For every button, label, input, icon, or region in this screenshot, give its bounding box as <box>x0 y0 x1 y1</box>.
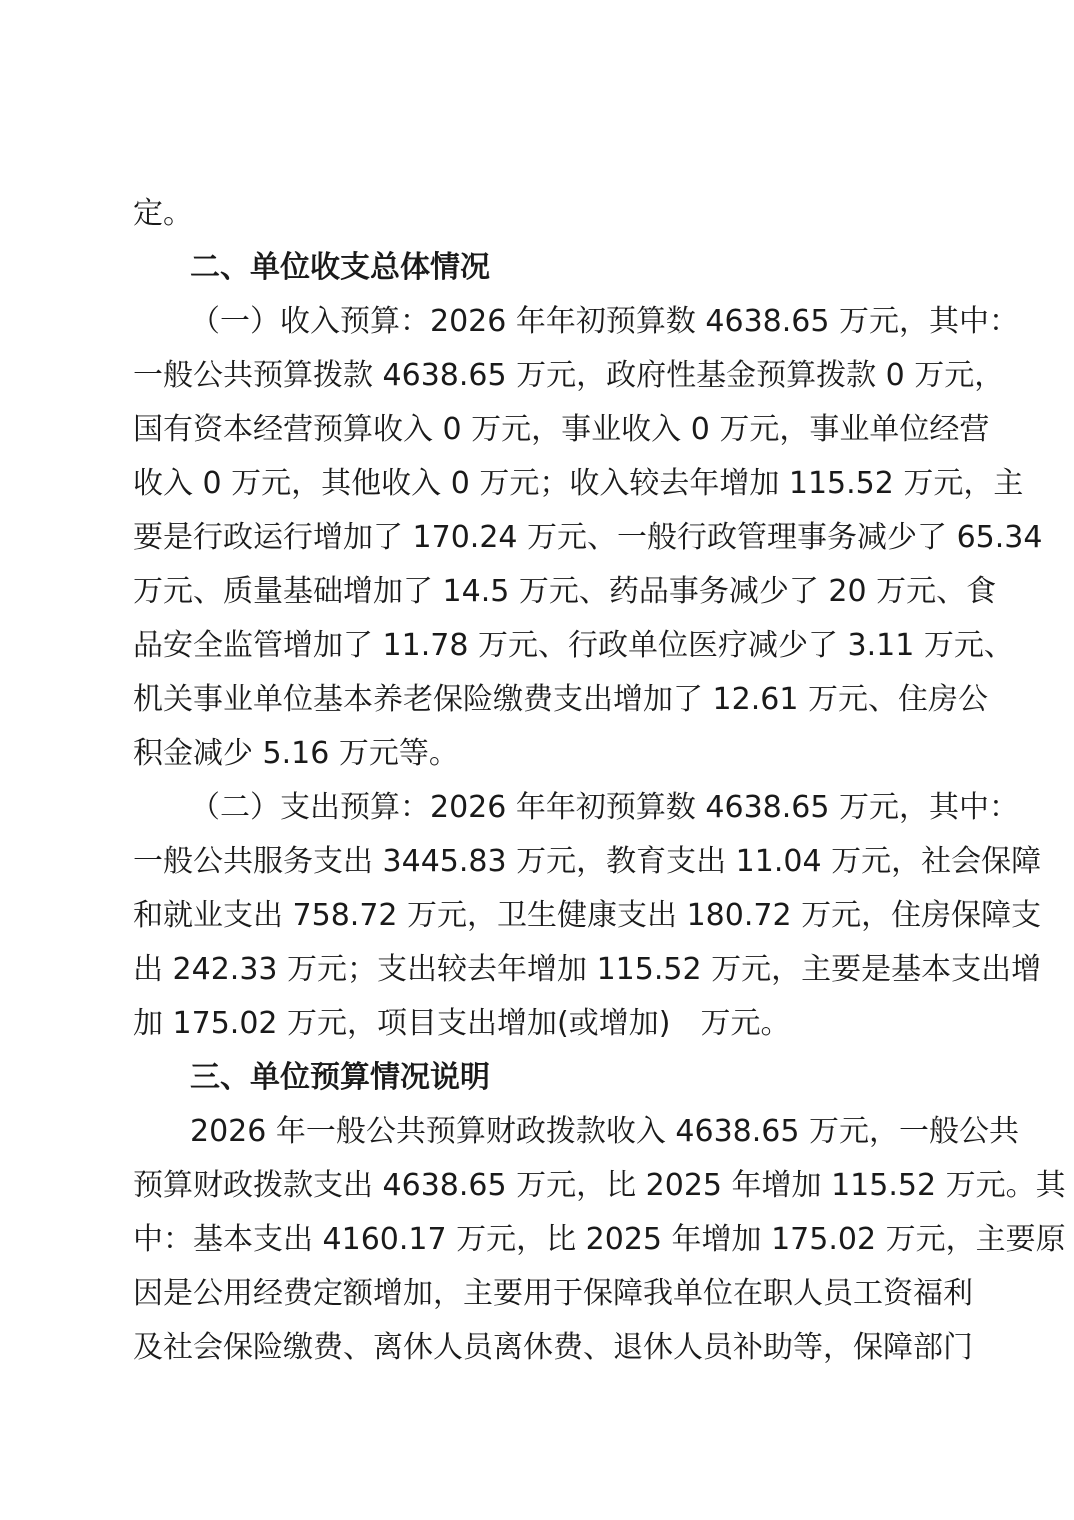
section-heading-3: 三、单位预算情况说明 <box>190 1060 490 1095</box>
budget-explanation-line: 2026 年一般公共预算财政拨款收入 4638.65 万元，一般公共 <box>190 1114 1020 1149</box>
expense-budget-line: 加 175.02 万元，项目支出增加(或增加) 万元。 <box>133 1006 791 1041</box>
income-budget-line: （一）收入预算：2026 年年初预算数 4638.65 万元，其中： <box>190 304 1020 339</box>
budget-explanation-line: 及社会保险缴费、离休人员离休费、退休人员补助等，保障部门 <box>133 1330 973 1365</box>
income-budget-line: 收入 0 万元，其他收入 0 万元；收入较去年增加 115.52 万元，主 <box>133 466 1024 501</box>
income-budget-line: 机关事业单位基本养老保险缴费支出增加了 12.61 万元、住房公 <box>133 682 988 717</box>
document-body <box>133 187 1066 1375</box>
expense-budget-line: 一般公共服务支出 3445.83 万元，教育支出 11.04 万元，社会保障 <box>133 844 1042 879</box>
expense-budget-line: （二）支出预算：2026 年年初预算数 4638.65 万元，其中： <box>190 790 1020 825</box>
expense-budget-line: 和就业支出 758.72 万元，卫生健康支出 180.72 万元，住房保障支 <box>133 898 1042 933</box>
income-budget-line: 积金减少 5.16 万元等。 <box>133 736 459 771</box>
income-budget-line: 万元、质量基础增加了 14.5 万元、药品事务减少了 20 万元、食 <box>133 574 997 609</box>
income-budget-line: 要是行政运行增加了 170.24 万元、一般行政管理事务减少了 65.34 <box>133 520 1043 555</box>
budget-explanation-line: 预算财政拨款支出 4638.65 万元，比 2025 年增加 115.52 万元。其 <box>133 1168 1066 1203</box>
expense-budget-line: 出 242.33 万元；支出较去年增加 115.52 万元，主要是基本支出增 <box>133 952 1042 987</box>
budget-explanation-line: 因是公用经费定额增加，主要用于保障我单位在职人员工资福利 <box>133 1276 973 1311</box>
paragraph-continuation: 定。 <box>133 196 193 231</box>
budget-explanation-line: 中：基本支出 4160.17 万元，比 2025 年增加 175.02 万元，主要原 <box>133 1222 1066 1257</box>
income-budget-line: 品安全监管增加了 11.78 万元、行政单位医疗减少了 3.11 万元、 <box>133 628 1014 663</box>
income-budget-line: 国有资本经营预算收入 0 万元，事业收入 0 万元，事业单位经营 <box>133 412 990 447</box>
income-budget-line: 一般公共预算拨款 4638.65 万元，政府性基金预算拨款 0 万元， <box>133 358 1005 393</box>
section-heading-2: 二、单位收支总体情况 <box>190 250 490 285</box>
